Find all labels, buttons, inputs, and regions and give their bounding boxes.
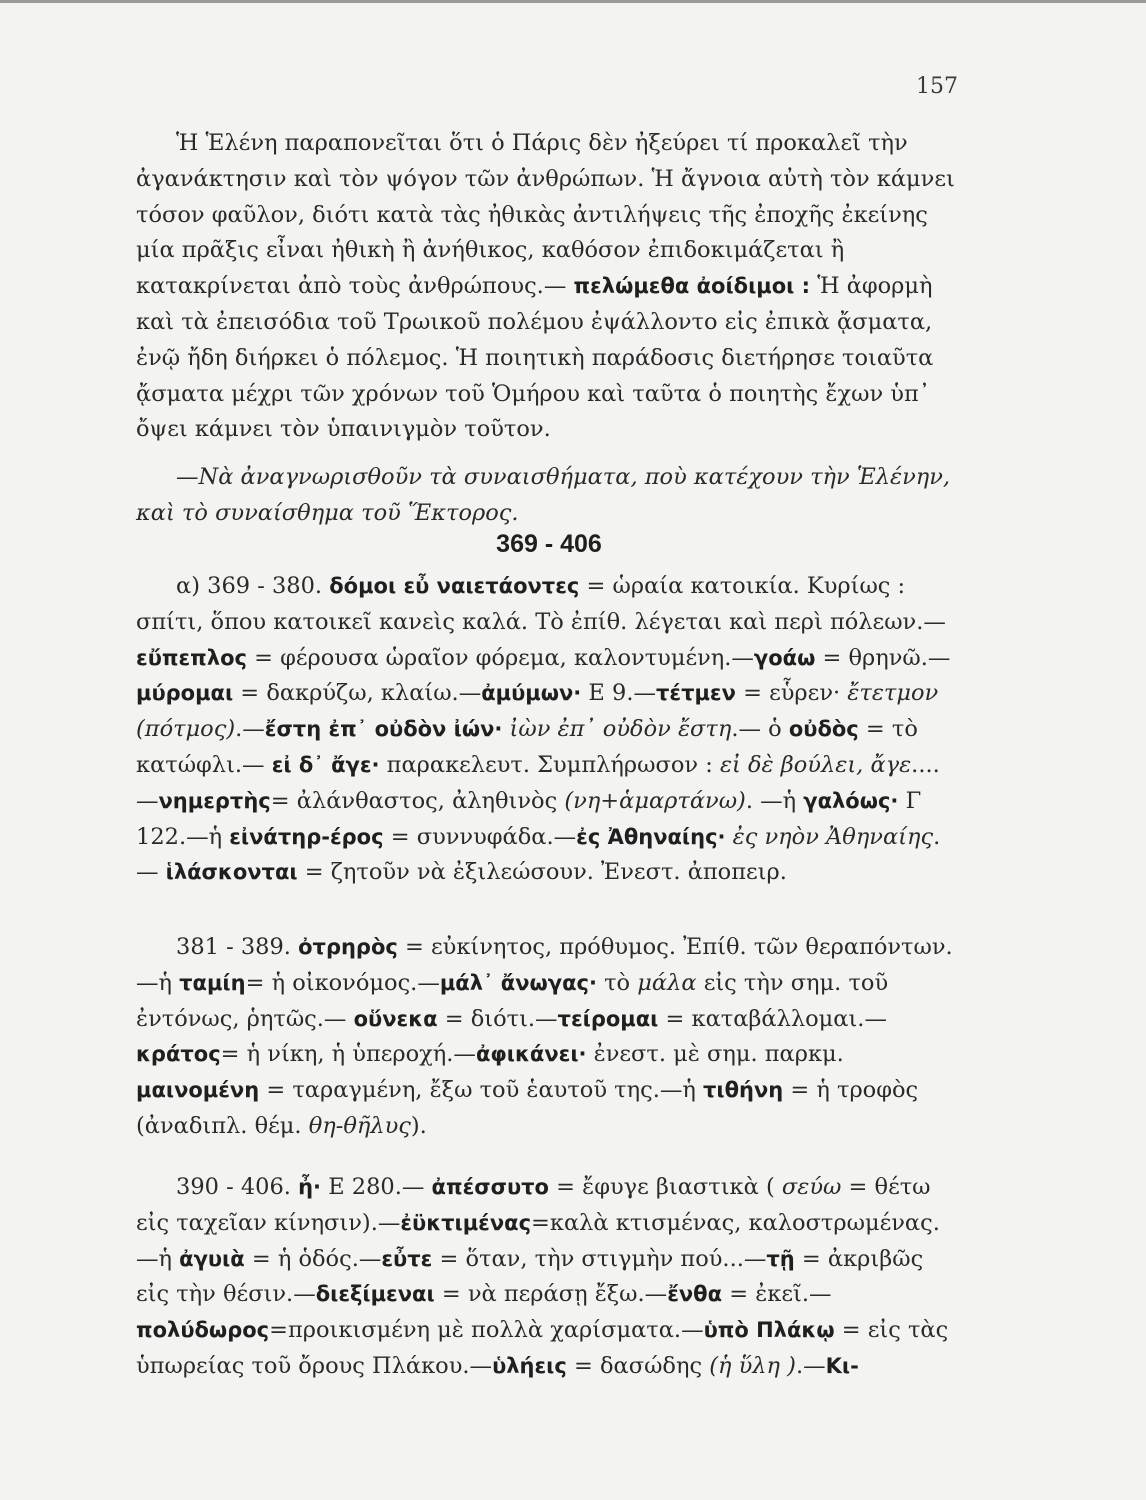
headword: μύρομαι (136, 681, 234, 706)
body-text: = ἔφυγε βιαστικὰ ( (548, 1174, 782, 1200)
headword: ἀγυιὰ (179, 1246, 245, 1271)
body-text: = ἀλάνθαστος, ἀληθινὸς (270, 787, 565, 814)
body-text: .— ὁ (731, 716, 789, 743)
italic-text: θη-θῆλυς (308, 1112, 411, 1139)
italic-text: ἔτετμον (πότμος) (136, 680, 939, 743)
body-text: = θέτω εἰς ταχεῖαν κίνησιν).— (136, 1174, 931, 1236)
body-text: εἰς τὴν σημ. τοῦ ἐντόνως, ῥητῶς.— (136, 969, 889, 1032)
body-text: = δακρύζω, κλαίω.— (233, 680, 482, 707)
headword: διεξίμεναι (315, 1282, 435, 1307)
headword: ὑπὸ Πλάκῳ (703, 1318, 835, 1343)
headword: τῇ (766, 1246, 795, 1271)
headword: ἱλάσκονται (165, 860, 298, 885)
body-text: = τὸ κατώφλι.— (136, 716, 918, 778)
body-text: = ἡ ὁδός.— (244, 1245, 382, 1272)
headword: γοάω (753, 645, 816, 670)
body-text: = ἡ οἰκονόμος.— (245, 969, 440, 996)
body-text: .— (136, 823, 941, 886)
body-text: 390 - 406. (176, 1174, 299, 1200)
body-text: = δασώδης (566, 1352, 710, 1379)
headword: πελώμεθα ἀοίδιμοι : (573, 274, 811, 299)
headword: ἔνθα (667, 1282, 723, 1307)
headword: γαλόως· (803, 788, 899, 813)
headword: εὖτε (381, 1246, 433, 1271)
body-text: ....— (136, 751, 940, 814)
body-text: Ἡ Ἑλένη παραπονεῖται ὅτι ὁ Πάρις δὲν ἠξεύρει τί προκαλεῖ τὴν ἀγανάκτησιν καὶ τὸν ψόγον τῶν ἀνθρώπων. Ἡ ἄγνοια αὐτὴ τὸν κάμνει τόσον φαῦλον, διότι κατὰ τὰς ἠθικὰς ἀντιλήψεις τῆς ἐποχῆς ἐκείνης μία πρᾶξις εἶναι ἠθικὴ ἢ ἀνήθικος, καθόσον ἐπιδοκιμάζεται ἢ κατακρίνεται ἀπὸ τοὺς ἀνθρώπους.— (136, 130, 955, 300)
headword: ἦ· (298, 1175, 322, 1199)
italic-text: ἐς νηὸν Ἀθηναίης (732, 823, 934, 850)
body-text: .— (235, 716, 265, 743)
headword: ὑλήεις (492, 1353, 567, 1378)
body-text: Ἡ ἀφορμὴ καὶ τὰ ἐπεισόδια τοῦ Τρωικοῦ πολέμου ἐψάλλοντο εἰς ἐπικὰ ᾄσματα, ἐνῷ ἤδη διήρκει ὁ πόλεμος. Ἡ ποιητικὴ παράδοσις διετήρησε τοιαῦτα ᾄσματα μέχρι τῶν χρόνων τοῦ Ὁμήρου καὶ ταῦτα ὁ ποιητὴς ἔχων ὑπ᾽ ὄψει κάμνει τὸν ὑπαινιγμὸν τοῦτον. (136, 273, 934, 443)
body-text: = εὐκίνητος, πρόθυμος. Ἐπίθ. τῶν θεραπόντων.—ἡ (136, 934, 953, 996)
body-text: παρακελευτ. Συμπλήρωσον : (379, 751, 720, 778)
italic-text: (ἡ ὕλη ) (709, 1352, 796, 1379)
headword: εἰνάτηρ-έρος (229, 824, 384, 849)
body-text: = εἰς τὰς ὑπωρείας τοῦ ὄρους Πλάκου.— (136, 1317, 949, 1379)
body-text: = εὗρεν· (735, 680, 848, 707)
headword: μαινομένη (136, 1078, 260, 1103)
italic-text: —Νὰ ἀναγνωρισθοῦν τὰ συναισθήματα, ποὺ κατέχουν τὴν Ἑλένην, καὶ τὸ συναίσθημα τοῦ Ἕκτορος. (136, 464, 951, 526)
headword: δόμοι εὖ ναιετάοντες (329, 574, 580, 598)
body-text: = ἐκεῖ.— (722, 1281, 832, 1308)
body-text: = ἀκριβῶς εἰς τὴν θέσιν.— (136, 1245, 924, 1308)
headword: Κι- (825, 1353, 859, 1378)
headword: μάλ᾽ ἄνωγας· (439, 970, 597, 995)
body-text: = ὅταν, τὴν στιγμὴν πού...— (432, 1245, 767, 1272)
body-text: =καλὰ κτισμένας, καλοστρωμένας.—ἡ (136, 1209, 940, 1272)
headword: τέτμεν (655, 681, 736, 706)
body-text: = ταραγμένη, ἔξω τοῦ ἑαυτοῦ της.—ἡ (259, 1077, 703, 1104)
headword: οὐδὸς (788, 717, 859, 742)
headword: ἔστη ἐπ᾽ οὐδὸν ἰών· (264, 717, 503, 742)
paragraph-lines-381-389 (136, 930, 962, 1145)
headword: ὀτρηρὸς (298, 935, 398, 959)
body-text: = διότι.— (437, 1005, 558, 1032)
body-text: =προικισμένη μὲ πολλὰ χαρίσματα.— (269, 1317, 704, 1344)
italic-text: εἰ δὲ βούλει, ἄγε (719, 751, 912, 778)
page-number: 157 (916, 74, 958, 99)
body-text: Ε 9.— (581, 680, 656, 707)
headword: ταμίη (179, 970, 246, 995)
top-rule (0, 0, 1146, 3)
italic-text: (νη+ἁμαρτάνω) (564, 787, 746, 814)
body-text (726, 824, 733, 850)
body-text: τὸ (596, 969, 638, 996)
headword: εὔπεπλος (136, 645, 247, 670)
body-text: = συννυφάδα.— (383, 823, 577, 850)
body-text: = ζητοῦν νὰ ἐξιλεώσουν. Ἐνεστ. ἀποπειρ. (297, 859, 787, 886)
body-text: = ἡ τροφὸς (ἀναδιπλ. θέμ. (136, 1077, 919, 1139)
headword: τείρομαι (557, 1006, 659, 1031)
body-text: = ἡ νίκη, ἡ ὑπεροχή.— (220, 1041, 476, 1068)
headword: κράτος (136, 1042, 221, 1067)
body-text: .— (795, 1352, 826, 1379)
paragraph-lines-390-406 (136, 1170, 962, 1385)
headword: οὕνεκα (353, 1006, 438, 1031)
body-text: ἐνεστ. μὲ σημ. παρκμ. (586, 1041, 844, 1068)
body-text: 381 - 389. (176, 934, 299, 960)
headword: νημερτὴς (158, 788, 271, 813)
headword: ἀφικάνει· (475, 1042, 587, 1067)
body-text: = νὰ περάσῃ ἔξω.— (434, 1281, 668, 1308)
paragraph-commentary-helen (136, 126, 962, 448)
body-text: = ὡραία κατοικία. Κυρίως : σπίτι, ὅπου κατοικεῖ κανεὶς καλά. Τὸ ἐπίθ. λέγεται καὶ περὶ πόλεων.— (136, 573, 946, 635)
headword: ἐϋκτιμένας (400, 1210, 532, 1235)
italic-text: μάλα (637, 969, 697, 996)
body-text: α) 369 - 380. (176, 573, 330, 599)
headword: τιθήνη (703, 1078, 784, 1103)
paragraph-exercise (136, 460, 962, 532)
body-text: = φέρουσα ὡραῖον φόρεμα, καλοντυμένη.— (246, 644, 754, 671)
section-heading: 369 - 406 (496, 530, 602, 558)
italic-text: σεύω (781, 1174, 842, 1200)
body-text: ). (410, 1112, 427, 1139)
paragraph-lines-369-380 (136, 569, 962, 891)
headword: εἰ δ᾽ ἄγε· (271, 752, 380, 777)
body-text: . —ἡ (745, 787, 804, 814)
headword: πολύδωρος (136, 1318, 270, 1343)
body-text: Ε 280.— (321, 1174, 432, 1200)
headword: ἀπέσσυτο (431, 1175, 549, 1199)
headword: ἐς Ἀθηναίης· (576, 824, 726, 849)
body-text: = καταβάλλομαι.— (658, 1005, 887, 1032)
body-text: Γ 122.—ἡ (136, 787, 922, 850)
body-text (502, 716, 509, 742)
italic-text: ἰὼν ἐπ᾽ οὐδὸν ἔστη (509, 716, 732, 743)
body-text: = θρηνῶ.— (815, 644, 951, 671)
headword: ἀμύμων· (481, 681, 582, 706)
